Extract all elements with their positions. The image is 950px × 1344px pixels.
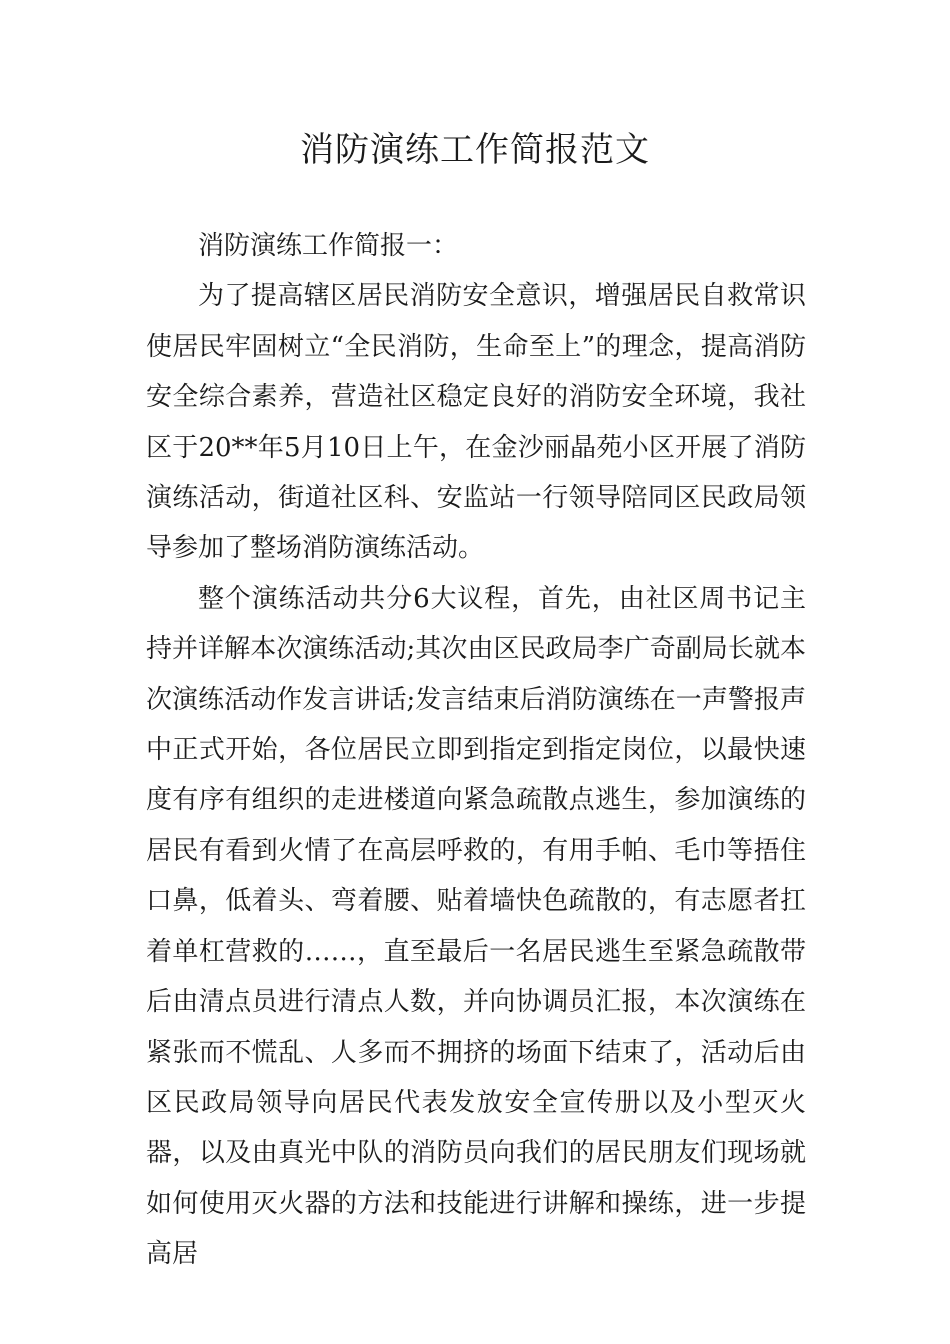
paragraph-agenda: 整个演练活动共分6大议程，首先，由社区周书记主持并详解本次演练活动;其次由区民政局李广奇副局长就本次演练活动作发言讲话;发言结束后消防演练在一声警报声中正式开始，各位居民立即到指定到指定岗位，以最快速度有序有组织的走进楼道向紧急疏散点逃生，参加演练的居民有看到火情了在高层呼救的，有用手帕、毛巾等捂住口鼻，低着头、弯着腰、贴着墙快色疏散的，有志愿者扛着单杠营救的……，直至最后一名居民逃生至紧急疏散带后由清点员进行清点人数，并向协调员汇报，本次演练在紧张而不慌乱、人多而不拥挤的场面下结束了，活动后由区民政局领导向居民代表发放安全宣传册以及小型灭火器，以及由真光中队的消防员向我们的居民朋友们现场就如何使用灭火器的方法和技能进行讲解和操练，进一步提高居 xyxy=(146,583,806,1270)
document-title: 消防演练工作简报范文 xyxy=(300,130,650,170)
document-body xyxy=(146,221,806,1280)
paragraph-subtitle: 消防演练工作简报一： xyxy=(198,231,459,261)
paragraph-intro: 为了提高辖区居民消防安全意识，增强居民自救常识使居民牢固树立“全民消防，生命至上”的理念，提高消防安全综合素养，营造社区稳定良好的消防安全环境，我社区于20**年5月10日上午，在金沙丽晶苑小区开展了消防演练活动，街道社区科、安监站一行领导陪同区民政局领导参加了整场消防演练活动。 xyxy=(146,281,806,564)
